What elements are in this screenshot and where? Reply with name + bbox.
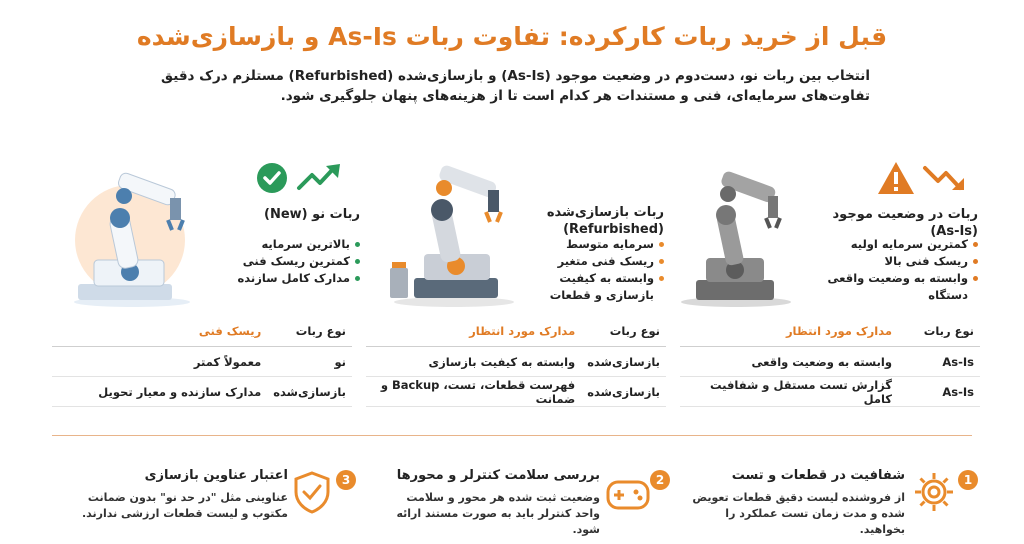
new-robot-illustration	[70, 160, 200, 308]
table-asis	[680, 316, 980, 407]
table-refurb	[366, 316, 666, 407]
refurb-bullet-2: ریسک فنی متغیر	[520, 253, 664, 270]
new-bullet-1: بالاترین سرمایه	[230, 236, 360, 253]
table-row	[680, 377, 980, 407]
table-header: ریسک فنی	[52, 316, 267, 347]
table-cell: بازسازی‌شده	[581, 347, 666, 377]
table-row	[680, 347, 980, 377]
table-header: نوع ربات	[581, 316, 666, 347]
step-number: 2	[650, 470, 670, 490]
footer-title-1: شفافیت در قطعات و تست	[731, 468, 905, 483]
step-number: 1	[958, 470, 978, 490]
step-number: 3	[336, 470, 356, 490]
refurb-bullet-3: وابسته به کیفیت بازسازی و قطعات	[520, 270, 664, 304]
table-cell: معمولاً کمتر	[52, 347, 267, 377]
divider	[52, 435, 972, 436]
refurb-bullet-1: سرمایه متوسط	[520, 236, 664, 253]
table-header: نوع ربات	[898, 316, 980, 347]
warning-icon	[876, 160, 916, 196]
new-card-title: ربات نو (New)	[263, 207, 360, 222]
gear-icon	[912, 470, 956, 514]
table-row	[366, 377, 666, 407]
table-new	[52, 316, 352, 407]
asis-bullet-1: کمترین سرمایه اولیه	[810, 236, 978, 253]
table-row	[52, 377, 352, 407]
table-cell: As-Is	[898, 347, 980, 377]
table-cell: فهرست قطعات، تست، Backup و ضمانت	[366, 377, 581, 407]
asis-bullet-3: وابسته به وضعیت واقعی دستگاه	[810, 270, 978, 304]
footer-text-1: از فروشنده لیست دقیق قطعات تعویض شده و مدت زمان تست عملکرد را بخواهید.	[692, 491, 905, 536]
table-cell: بازسازی‌شده	[267, 377, 352, 407]
table-cell: نو	[267, 347, 352, 377]
trend-up-icon	[296, 160, 344, 194]
table-header: نوع ربات	[267, 316, 352, 347]
table-cell: وابسته به کیفیت بازسازی	[366, 347, 581, 377]
footer-title-2: بررسی سلامت کنترلر و محورها	[396, 468, 600, 483]
intro-text: انتخاب بین ربات نو، دست‌دوم در وضعیت موجود (As-Is) و بازسازی‌شده (Refurbished) مستلزم درک دقیق تفاوت‌های سرمایه‌ای، فنی و مستندات هر کدام است تا از هزینه‌های پنهان جلوگیری شود.	[161, 68, 870, 104]
refurb-bullets	[520, 236, 664, 304]
new-bullets	[230, 236, 360, 287]
page-title: قبل از خرید ربات کارکرده: تفاوت ربات As-Is و بازسازی‌شده	[136, 22, 888, 51]
table-cell: وابسته به وضعیت واقعی	[680, 347, 898, 377]
new-bullet-2: کمترین ریسک فنی	[230, 253, 360, 270]
controller-icon	[606, 476, 650, 512]
refurb-card-subtitle: (Refurbished)	[563, 222, 664, 237]
table-cell: گزارش تست مستقل و شفافیت کامل	[680, 377, 898, 407]
table-cell: As-Is	[898, 377, 980, 407]
footer-text-2: وضعیت ثبت شده هر محور و سلامت واحد کنترلر باید به صورت مستند ارائه شود.	[396, 491, 600, 536]
refurb-card-title: ربات بازسازی‌شده	[546, 205, 664, 220]
asis-card-title: ربات در وضعیت موجود (As-Is)	[832, 207, 978, 239]
asis-bullets	[810, 236, 978, 304]
asis-robot-illustration	[676, 158, 796, 308]
table-header: مدارک مورد انتظار	[366, 316, 581, 347]
table-cell: مدارک سازنده و معیار تحویل	[52, 377, 267, 407]
check-icon	[256, 162, 288, 194]
table-row	[52, 347, 352, 377]
trend-down-icon	[922, 162, 968, 196]
table-cell: بازسازی‌شده	[581, 377, 666, 407]
refurbished-robot-illustration	[384, 150, 514, 308]
footer-title-3: اعتبار عناوین بازسازی	[144, 468, 288, 483]
table-header: مدارک مورد انتظار	[680, 316, 898, 347]
footer-text-3: عناوینی مثل "در حد نو" بدون ضمانت مکتوب و لیست قطعات ارزشی ندارند.	[81, 491, 288, 520]
new-bullet-3: مدارک کامل سازنده	[230, 270, 360, 287]
shield-check-icon	[292, 470, 332, 514]
asis-bullet-2: ریسک فنی بالا	[810, 253, 978, 270]
table-row	[366, 347, 666, 377]
